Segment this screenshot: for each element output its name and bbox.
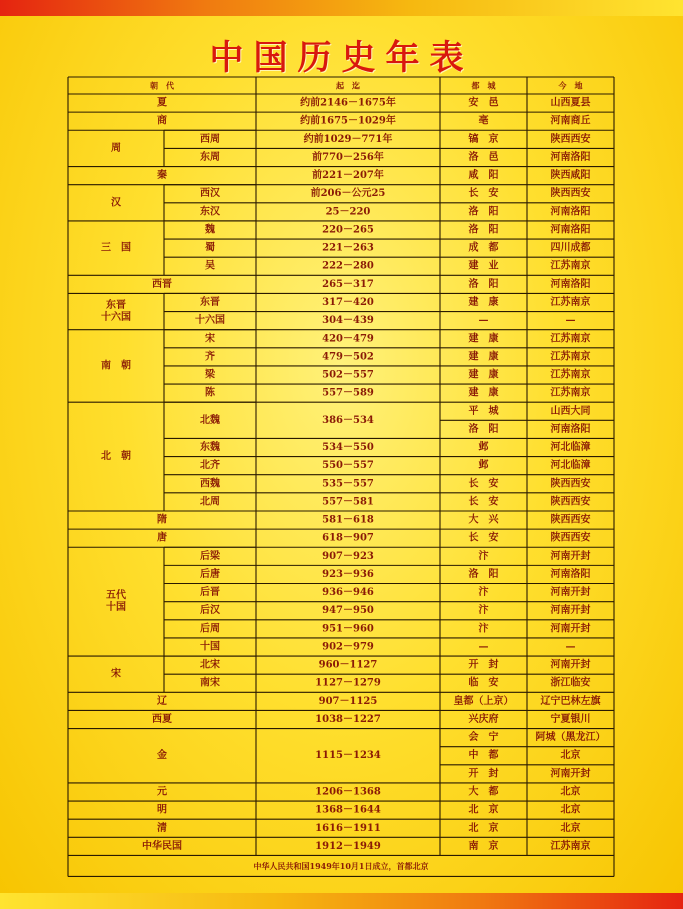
capital-cell: 建 康 <box>468 351 499 363</box>
sub-dynasty-cell: 西周 <box>200 133 220 145</box>
today-cell: 河北临漳 <box>550 460 591 472</box>
period-cell: 317－420 <box>322 296 374 308</box>
capital-cell: 邺 <box>478 442 489 454</box>
capital-cell: 建 业 <box>468 260 499 272</box>
today-cell: 江苏南京 <box>550 369 591 381</box>
capital-cell: 洛 阳 <box>468 278 499 290</box>
period-cell: 前206－公元25 <box>310 188 386 200</box>
dynasty-cell: 五代 <box>106 590 126 602</box>
sub-dynasty-cell: 蜀 <box>205 242 215 254</box>
today-cell: 陕西西安 <box>550 514 591 526</box>
header-today: 今 地 <box>558 80 583 91</box>
today-cell: 河南开封 <box>550 623 591 635</box>
period-cell: 907－1125 <box>318 695 378 707</box>
sub-dynasty-cell: 东魏 <box>200 442 220 454</box>
today-cell: 河南开封 <box>550 768 591 780</box>
sub-dynasty-cell: 东周 <box>200 151 220 163</box>
capital-cell: 会 宁 <box>468 732 499 744</box>
capital-cell: 长 安 <box>468 478 499 490</box>
dynasty-cell: 明 <box>157 804 167 816</box>
page-title: 中国历史年表 <box>209 38 474 78</box>
dynasty-cell: 北 朝 <box>101 451 131 463</box>
capital-cell: 洛 阳 <box>468 423 499 435</box>
dynasty-cell: 清 <box>157 822 167 834</box>
period-cell: 1616－1911 <box>315 822 381 834</box>
period-cell: 前221－207年 <box>312 170 384 182</box>
dynasty-cell: 周 <box>111 142 121 154</box>
period-cell: 550－557 <box>322 460 374 472</box>
capital-cell: 建 康 <box>468 296 499 308</box>
dynasty-cell: 夏 <box>157 97 167 109</box>
capital-cell: 建 康 <box>468 387 499 399</box>
dynasty-cell: 元 <box>157 786 167 798</box>
dynasty-cell: 十六国 <box>101 312 131 324</box>
capital-cell: 兴庆府 <box>468 713 499 725</box>
period-cell: 1038－1227 <box>315 713 381 725</box>
today-cell: 河南洛阳 <box>550 151 591 163</box>
sub-dynasty-cell: 后唐 <box>200 568 220 580</box>
period-cell: 907－923 <box>322 550 374 562</box>
today-cell: 北京 <box>560 786 581 798</box>
period-cell: 1115－1234 <box>315 750 381 762</box>
dynasty-cell: 东晋 <box>106 300 126 312</box>
period-cell: 936－946 <box>322 587 374 599</box>
today-cell: 陕西西安 <box>550 133 591 145</box>
capital-cell: 开 封 <box>468 768 499 780</box>
capital-cell: 咸 阳 <box>468 170 499 182</box>
period-cell: 618－907 <box>322 532 374 544</box>
capital-cell: 洛 邑 <box>468 151 499 163</box>
today-cell: 陕西西安 <box>550 532 591 544</box>
today-cell: 四川成都 <box>550 242 591 254</box>
today-cell: 陕西咸阳 <box>550 170 591 182</box>
today-cell: 河南洛阳 <box>550 423 591 435</box>
period-cell: 265－317 <box>322 278 374 290</box>
capital-cell: 临 安 <box>468 677 499 689</box>
dynasty-cell: 三 国 <box>101 242 131 254</box>
sub-dynasty-cell: 北齐 <box>200 460 220 472</box>
dynasty-cell: 商 <box>157 115 167 127</box>
today-cell: 河南洛阳 <box>550 206 591 218</box>
period-cell: 1127－1279 <box>315 677 381 689</box>
sub-dynasty-cell: 北魏 <box>200 414 220 426</box>
period-cell: 386－534 <box>322 414 374 426</box>
header-period: 起 迄 <box>336 80 360 91</box>
today-cell: 宁夏银川 <box>550 713 591 725</box>
today-cell: 河南开封 <box>550 550 591 562</box>
period-cell: 479－502 <box>322 351 374 363</box>
dynasty-cell: 南 朝 <box>101 360 131 372</box>
today-cell: 陕西西安 <box>550 478 591 490</box>
capital-cell: 汴 <box>478 623 489 635</box>
today-cell: 河南洛阳 <box>550 568 591 580</box>
today-cell: 阿城（黑龙江） <box>535 732 606 744</box>
sub-dynasty-cell: 西汉 <box>200 188 220 200</box>
today-cell: 江苏南京 <box>550 840 591 852</box>
sub-dynasty-cell: 北宋 <box>200 659 220 671</box>
period-cell: 502－557 <box>322 369 374 381</box>
capital-cell: 建 康 <box>468 369 499 381</box>
sub-dynasty-cell: 宋 <box>205 333 215 345</box>
header-dynasty: 朝 代 <box>150 80 174 91</box>
period-cell: 约前1029－771年 <box>303 133 393 145</box>
footer-note: 中华人民共和国1949年10月1日成立，首都北京 <box>253 860 429 871</box>
sub-dynasty-cell: 东晋 <box>200 296 220 308</box>
sub-dynasty-cell: 后周 <box>200 623 220 635</box>
today-cell: 北京 <box>560 822 581 834</box>
today-cell: 江苏南京 <box>550 296 591 308</box>
today-cell: 河南开封 <box>550 587 591 599</box>
sub-dynasty-cell: 南宋 <box>200 677 220 689</box>
sub-dynasty-cell: 梁 <box>205 369 215 381</box>
period-cell: 前770－256年 <box>312 151 384 163</box>
period-cell: 534－550 <box>322 442 374 454</box>
today-cell: 河北临漳 <box>550 442 591 454</box>
capital-cell: 大 兴 <box>468 514 499 526</box>
dynasty-cell: 汉 <box>111 197 121 209</box>
capital-cell: — <box>478 641 489 653</box>
period-cell: 420－479 <box>322 333 374 345</box>
capital-cell: 汴 <box>478 550 489 562</box>
capital-cell: 汴 <box>478 587 489 599</box>
period-cell: 220－265 <box>322 224 374 236</box>
capital-cell: 中 都 <box>468 750 499 762</box>
sub-dynasty-cell: 西魏 <box>200 478 220 490</box>
period-cell: 902－979 <box>322 641 374 653</box>
today-cell: 河南商丘 <box>550 115 591 127</box>
period-cell: 304－439 <box>322 315 374 327</box>
period-cell: 1912－1949 <box>315 840 381 852</box>
header-capital: 都 城 <box>471 80 496 91</box>
period-cell: 960－1127 <box>318 659 378 671</box>
period-cell: 947－950 <box>322 605 374 617</box>
today-cell: 北京 <box>560 750 581 762</box>
today-cell: 辽宁巴林左旗 <box>540 695 601 707</box>
sub-dynasty-cell: 后晋 <box>200 587 220 599</box>
dynasty-cell: 唐 <box>157 532 167 544</box>
period-cell: 557－581 <box>322 496 374 508</box>
capital-cell: 长 安 <box>468 496 499 508</box>
sub-dynasty-cell: 齐 <box>205 351 215 363</box>
sub-dynasty-cell: 魏 <box>205 224 215 236</box>
dynasty-cell: 中华民国 <box>142 840 182 852</box>
capital-cell: — <box>478 315 489 327</box>
period-cell: 25－220 <box>325 206 371 218</box>
sub-dynasty-cell: 十六国 <box>195 315 225 327</box>
dynasty-cell: 十国 <box>106 602 126 614</box>
capital-cell: 南 京 <box>468 840 499 852</box>
dynasty-cell: 秦 <box>157 170 167 182</box>
sub-dynasty-cell: 吴 <box>205 260 215 272</box>
period-cell: 1206－1368 <box>315 786 381 798</box>
today-cell: 江苏南京 <box>550 333 591 345</box>
sub-dynasty-cell: 十国 <box>200 641 220 653</box>
period-cell: 222－280 <box>322 260 374 272</box>
capital-cell: 北 京 <box>468 822 499 834</box>
capital-cell: 洛 阳 <box>468 568 499 580</box>
capital-cell: 洛 阳 <box>468 224 499 236</box>
dynasty-cell: 金 <box>157 750 167 762</box>
capital-cell: 邺 <box>478 460 489 472</box>
dynasty-cell: 隋 <box>157 514 167 526</box>
dynasty-cell: 西夏 <box>152 713 172 725</box>
capital-cell: 汴 <box>478 605 489 617</box>
today-cell: — <box>565 641 576 653</box>
period-cell: 约前1675－1029年 <box>300 115 396 127</box>
today-cell: 河南开封 <box>550 659 591 671</box>
capital-cell: 成 都 <box>468 242 499 254</box>
capital-cell: 大 都 <box>468 786 499 798</box>
sub-dynasty-cell: 后梁 <box>200 550 220 562</box>
today-cell: 山西大同 <box>550 405 591 417</box>
capital-cell: 建 康 <box>468 333 499 345</box>
capital-cell: 镐 京 <box>468 133 499 145</box>
capital-cell: 北 京 <box>468 804 499 816</box>
capital-cell: 皇都（上京） <box>453 695 514 707</box>
sub-dynasty-cell: 北周 <box>200 496 220 508</box>
period-cell: 535－557 <box>322 478 374 490</box>
period-cell: 1368－1644 <box>315 804 381 816</box>
today-cell: 江苏南京 <box>550 351 591 363</box>
dynasty-cell: 宋 <box>111 668 121 680</box>
period-cell: 581－618 <box>322 514 374 526</box>
capital-cell: 长 安 <box>468 188 499 200</box>
capital-cell: 开 封 <box>468 659 499 671</box>
period-cell: 221－263 <box>322 242 374 254</box>
capital-cell: 平 城 <box>468 405 499 417</box>
capital-cell: 安 邑 <box>468 97 499 109</box>
capital-cell: 亳 <box>478 115 489 127</box>
today-cell: — <box>565 315 576 327</box>
capital-cell: 洛 阳 <box>468 206 499 218</box>
today-cell: 陕西西安 <box>550 188 591 200</box>
today-cell: 山西夏县 <box>550 97 591 109</box>
today-cell: 北京 <box>560 804 581 816</box>
sub-dynasty-cell: 陈 <box>205 387 215 399</box>
sub-dynasty-cell: 后汉 <box>200 605 220 617</box>
dynasty-cell: 辽 <box>157 695 167 707</box>
sub-dynasty-cell: 东汉 <box>200 206 220 218</box>
today-cell: 河南洛阳 <box>550 278 591 290</box>
period-cell: 557－589 <box>322 387 374 399</box>
period-cell: 约前2146－1675年 <box>300 97 396 109</box>
dynasty-cell: 西晋 <box>152 278 172 290</box>
capital-cell: 长 安 <box>468 532 499 544</box>
today-cell: 浙江临安 <box>550 677 591 689</box>
today-cell: 陕西西安 <box>550 496 591 508</box>
today-cell: 河南开封 <box>550 605 591 617</box>
period-cell: 923－936 <box>322 568 374 580</box>
today-cell: 江苏南京 <box>550 260 591 272</box>
period-cell: 951－960 <box>322 623 374 635</box>
bottom-gradient-bar <box>0 893 683 909</box>
today-cell: 河南洛阳 <box>550 224 591 236</box>
today-cell: 江苏南京 <box>550 387 591 399</box>
